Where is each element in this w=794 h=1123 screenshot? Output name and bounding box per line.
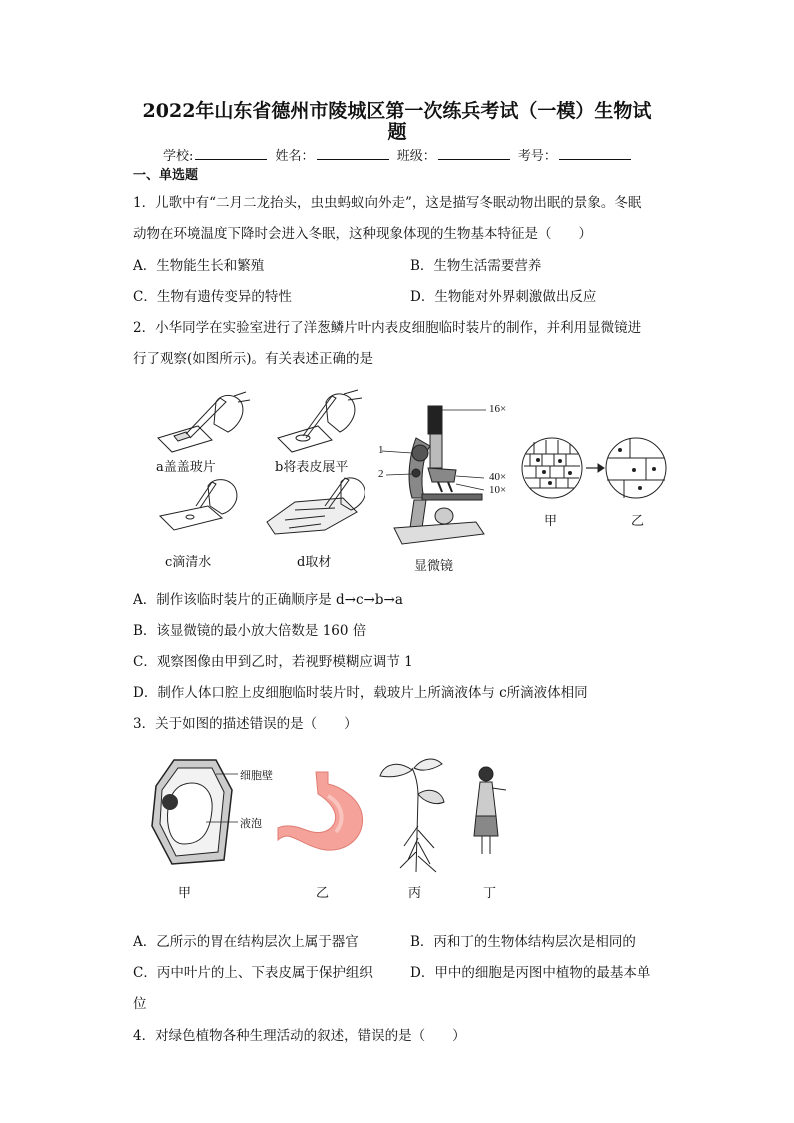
coarse-focus-knob-icon <box>412 445 428 461</box>
q1-stem-line2: 动物在环境温度下降时会进入冬眠，这种现象体现的生物基本特征是（ ） <box>133 226 592 242</box>
knob-label-2: 2 <box>378 468 384 480</box>
view-yi-circle <box>606 438 666 498</box>
fig-ding-caption: 丁 <box>483 886 497 901</box>
q3-option-a: A．乙所示的胃在结构层次上属于器官 <box>133 934 359 950</box>
q3-option-b: B．丙和丁的生物体结构层次是相同的 <box>410 934 636 950</box>
q3-option-d: D．甲中的细胞是丙图中植物的最基本单 <box>410 965 651 981</box>
step-a-drawing <box>158 392 250 452</box>
microscope-caption: 显微镜 <box>414 559 454 574</box>
fig-bing-caption: 丙 <box>408 886 422 901</box>
objective-low-label: 10× <box>489 484 507 496</box>
fine-focus-knob-icon <box>412 469 420 477</box>
step-d-caption: d取材 <box>297 555 332 570</box>
objective-high-label: 40× <box>489 471 507 483</box>
student-info-line <box>163 145 635 164</box>
view-yi-caption: 乙 <box>631 514 645 529</box>
stomach-figure <box>276 770 368 856</box>
step-b-caption: b将表皮展平 <box>275 460 349 475</box>
q2-option-b: B．该显微镜的最小放大倍数是 160 倍 <box>133 623 367 639</box>
cell-wall-label: 细胞壁 <box>240 769 273 782</box>
class-blank <box>438 147 510 160</box>
q2-stem-line1: 2．小华同学在实验室进行了洋葱鳞片叶内表皮细胞临时装片的制作，并利用显微镜进 <box>133 320 642 336</box>
name-blank <box>317 147 389 160</box>
q2-stem-line2: 行了观察(如图所示)。有关表述正确的是 <box>133 351 374 367</box>
section-heading: 一、单选题 <box>133 168 199 183</box>
step-a-caption: a盖盖玻片 <box>156 460 216 475</box>
q2-option-a: A．制作该临时装片的正确顺序是 d→c→b→a <box>133 592 403 608</box>
q4-stem: 4．对绿色植物各种生理活动的叙述，错误的是（ ） <box>133 1028 466 1044</box>
number-blank <box>559 147 631 160</box>
q1-option-a: A．生物能生长和繁殖 <box>133 258 265 274</box>
step-c-drawing <box>160 480 237 530</box>
eyepiece-icon <box>428 406 442 434</box>
q1-option-d: D．生物能对外界刺激做出反应 <box>410 289 597 305</box>
school-blank <box>195 147 267 160</box>
step-b-drawing <box>278 390 362 452</box>
view-jia-caption: 甲 <box>544 514 558 529</box>
nucleus-shape <box>162 794 178 810</box>
q3-stem: 3．关于如图的描述错误的是（ ） <box>133 716 358 732</box>
seedling-figure <box>378 756 458 876</box>
step-d-drawing <box>267 478 365 534</box>
q2-option-d: D．制作人体口腔上皮细胞临时装片时，载玻片上所滴液体与 c所滴液体相同 <box>133 685 588 701</box>
q2-option-c: C．观察图像由甲到乙时，若视野模糊应调节 1 <box>133 654 413 670</box>
step-c-caption: c滴清水 <box>165 555 212 570</box>
fig-jia-caption: 甲 <box>178 886 192 901</box>
girl-figure <box>472 766 512 858</box>
fig-yi-caption: 乙 <box>316 886 330 901</box>
name-label: 姓名： <box>275 149 315 164</box>
vacuole-label: 液泡 <box>240 817 262 830</box>
q1-stem-line1: 1．儿歌中有“二月二龙抬头，虫虫蚂蚁向外走”，这是描写冬眠动物出眠的景象。冬眠 <box>133 195 642 211</box>
class-label: 班级： <box>396 149 436 164</box>
plant-cell-figure <box>146 756 238 868</box>
q3-option-d-continued: 位 <box>133 996 147 1012</box>
number-label: 考号： <box>517 149 557 164</box>
q1-option-b: B．生物生活需要营养 <box>410 258 542 274</box>
eyepiece-magnification-label: 16× <box>489 403 507 415</box>
knob-label-1: 1 <box>378 444 384 456</box>
page-title-continued: 题 <box>387 121 407 143</box>
page-title: 2022年山东省德州市陵城区第一次练兵考试（一模）生物试 <box>142 100 652 122</box>
view-jia-circle <box>522 438 582 498</box>
q1-option-c: C．生物有遗传变异的特性 <box>133 289 292 305</box>
q3-option-c: C．丙中叶片的上、下表皮属于保护组织 <box>133 965 373 981</box>
field-of-view-figure <box>520 436 670 506</box>
school-label: 学校: <box>163 149 194 164</box>
